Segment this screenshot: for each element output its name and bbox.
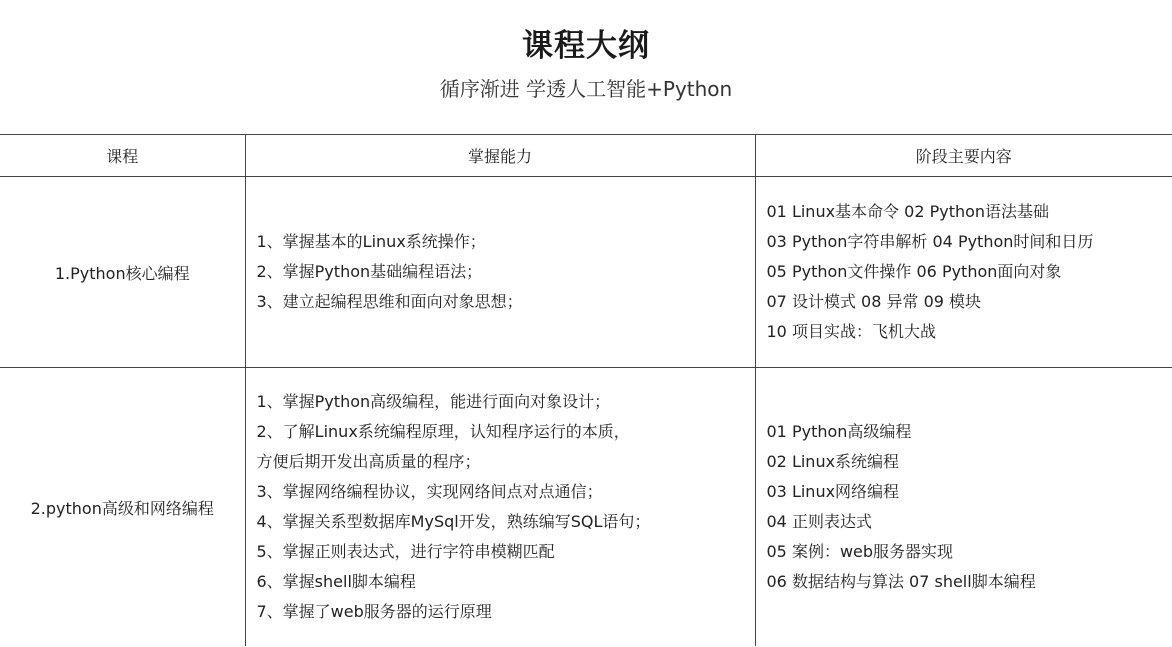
skill-item: 2、了解Linux系统编程原理，认知程序运行的本质， [256, 422, 630, 441]
table-row [0, 368, 1172, 647]
skill-item: 6、掌握shell脚本编程 [256, 572, 416, 591]
contents-cell [755, 177, 1172, 368]
skills-cell [245, 368, 755, 647]
course-name-cell: 1.Python核心编程 [0, 177, 245, 368]
column-header-course: 课程 [0, 135, 245, 177]
column-header-contents: 阶段主要内容 [755, 135, 1172, 177]
page-subtitle: 循序渐进 学透人工智能+Python [439, 77, 733, 101]
skill-item: 3、掌握网络编程协议，实现网络间点对点通信； [256, 482, 603, 501]
content-item: 04 正则表达式 [766, 512, 872, 531]
skill-item: 3、建立起编程思维和面向对象思想； [256, 292, 523, 311]
content-item: 05 案例：web服务器实现 [766, 542, 954, 561]
course-name-cell: 2.python高级和网络编程 [30, 498, 214, 518]
content-item: 01 Python高级编程 [766, 422, 912, 441]
content-item: 03 Linux网络编程 [766, 482, 900, 501]
table-row [0, 177, 1172, 368]
content-item: 01 Linux基本命令 02 Python语法基础 [766, 202, 1050, 221]
content-item: 06 数据结构与算法 07 shell脚本编程 [766, 572, 1036, 591]
course-outline-table [0, 134, 1172, 646]
skill-item: 5、掌握正则表达式，进行字符串模糊匹配 [256, 542, 555, 561]
page-title: 课程大纲 [522, 28, 650, 64]
skill-item: 方便后期开发出高质量的程序； [256, 452, 481, 471]
content-item: 05 Python文件操作 06 Python面向对象 [766, 262, 1062, 281]
contents-cell [755, 368, 1172, 647]
content-item: 02 Linux系统编程 [766, 452, 900, 471]
skill-item: 7、掌握了web服务器的运行原理 [256, 602, 492, 621]
column-header-skills: 掌握能力 [245, 135, 755, 177]
skill-item: 4、掌握关系型数据库MySql开发，熟练编写SQL语句； [256, 512, 651, 531]
skill-item: 1、掌握基本的Linux系统操作； [256, 232, 486, 251]
content-item: 07 设计模式 08 异常 09 模块 [766, 292, 982, 311]
content-item: 10 项目实战：飞机大战 [766, 322, 936, 341]
table-header-row [0, 135, 1172, 177]
skill-item: 1、掌握Python高级编程，能进行面向对象设计； [256, 392, 611, 411]
content-item: 03 Python字符串解析 04 Python时间和日历 [766, 232, 1094, 251]
skills-cell [245, 177, 755, 368]
skill-item: 2、掌握Python基础编程语法； [256, 262, 483, 281]
